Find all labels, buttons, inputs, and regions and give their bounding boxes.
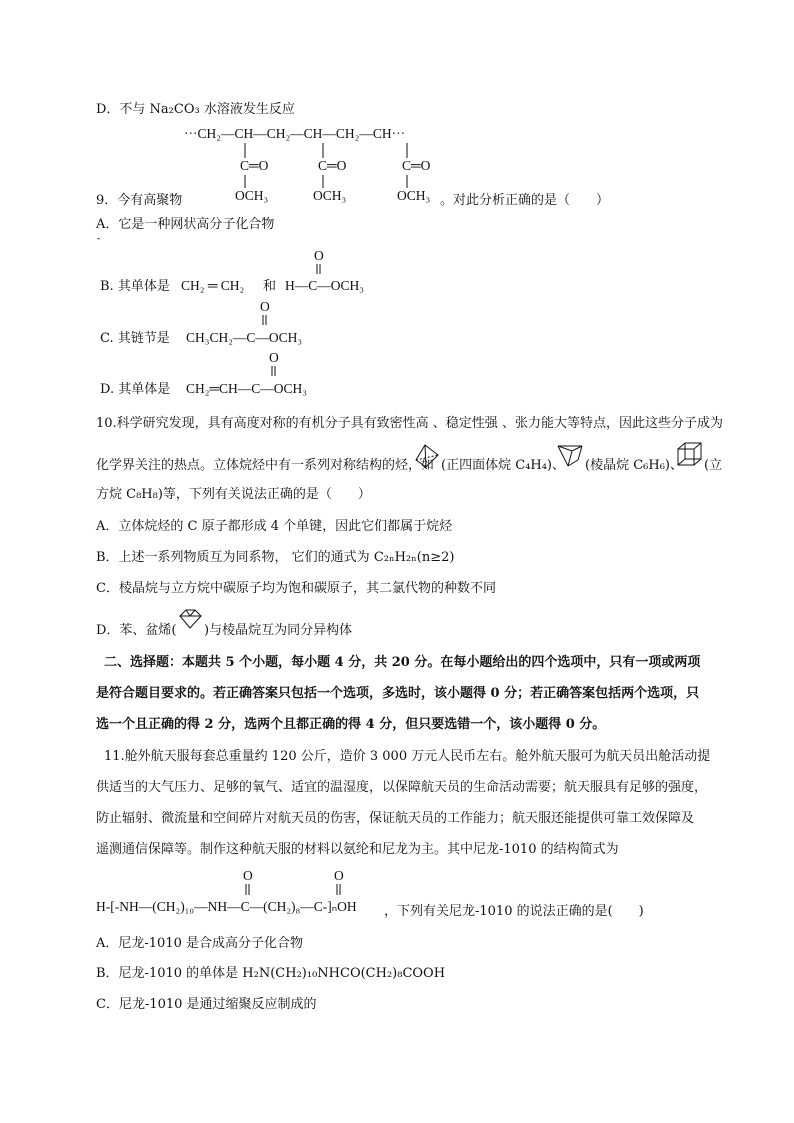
- q10-line-2b: (正四面体烷 C₄H₄)、: [441, 458, 565, 473]
- q9-option-a: A．它是一种网状高分子化合物: [96, 217, 275, 232]
- q10-option-d-b: )与棱晶烷互为同分异构体: [204, 623, 353, 638]
- q8-option-d: D．不与 Na₂CO₃ 水溶液发生反应: [96, 102, 295, 117]
- q11-line-3: 防止辐射、微流量和空间碎片对航天员的伤害，保证航天员的工作能力；航天服还能提供可靠工效保障及: [96, 811, 695, 826]
- q10-option-b: B．上述一系列物质互为同系物， 它们的通式为 C₂ₙH₂ₙ(n≥2): [96, 550, 455, 565]
- q10-line-2a: 化学界关注的热点。立体烷烃中有一系列对称结构的烃，如: [96, 458, 435, 473]
- q10-option-d-a: D．苯、盆烯(: [96, 623, 177, 638]
- q9-polymer-structure: [180, 122, 450, 206]
- q9b-oxygen: O: [314, 248, 324, 263]
- q9b-formula: H—C—OCH₃: [285, 278, 364, 293]
- q9-option-b-label: B. 其单体是: [100, 279, 170, 294]
- q9-option-b-and: 和: [263, 279, 277, 294]
- stray-mark: ˉ: [96, 238, 101, 249]
- section-2-line-2: 是符合题目要求的。若正确答案只包括一个选项，多选时，该小题得 0 分；若正确答案包括两个选项，只: [96, 686, 700, 701]
- prismane-icon: [556, 442, 584, 470]
- nylon-1010-structure: [96, 868, 396, 918]
- nylon-formula: H-[-NH—(CH₂)₁₀—NH—C—(CH₂)₈—C-]ₙOH: [96, 899, 357, 914]
- q11-option-a: A．尼龙-1010 是合成高分子化合物: [96, 936, 303, 951]
- tetrahedrane-icon: [412, 442, 440, 470]
- q9-option-b-monomer-2: [283, 248, 393, 298]
- q10-line-2c: (棱晶烷 C₆H₆)、: [585, 458, 683, 473]
- nylon-oxygen-1: O: [243, 868, 253, 883]
- q9-stem-tail: 。对此分析正确的是（ ）: [440, 193, 610, 208]
- polymer-carbonyl-2: C═O: [318, 158, 347, 173]
- q9d-formula: CH₂═CH—C—OCH₃: [186, 381, 307, 396]
- q9-stem: 9．今有高聚物: [96, 193, 183, 208]
- polymer-carbonyl-1: C═O: [240, 158, 269, 173]
- q9-option-c-structure: [184, 299, 334, 349]
- q10-option-c: C．棱晶烷与立方烷中碳原子均为饱和碳原子，其二氯代物的种数不同: [96, 581, 496, 596]
- q11-line-4: 遥测通信保障等。制作这种航天服的材料以氨纶和尼龙为主。其中尼龙-1010 的结构简式为: [96, 842, 619, 857]
- q10-line-3: 方烷 C₈H₈)等，下列有关说法正确的是（ ）: [96, 487, 371, 502]
- polymer-backbone: ···CH₂—CH—CH₂—CH—CH₂—CH···: [184, 126, 406, 141]
- q9-option-d-label: D. 其单体是: [100, 382, 171, 397]
- q10-line-2d: (立: [704, 458, 723, 473]
- q9-option-b-monomer-1: CH₂ ═ CH₂: [181, 278, 245, 293]
- q9-option-c-label: C. 其链节是: [100, 331, 170, 346]
- polymer-carbonyl-3: C═O: [402, 158, 431, 173]
- q9c-oxygen: O: [260, 299, 270, 314]
- q10-option-a: A．立体烷烃的 C 原子都形成 4 个单键，因此它们都属于烷烃: [96, 519, 453, 534]
- q11-option-b: B．尼龙-1010 的单体是 H₂N(CH₂)₁₀NHCO(CH₂)₈COOH: [96, 966, 446, 981]
- q11-option-c: C．尼龙-1010 是通过缩聚反应制成的: [96, 997, 317, 1012]
- polymer-ester-1: OCH₃: [235, 188, 269, 203]
- q9-option-d-structure: [184, 350, 344, 400]
- q11-line-1: 11.舱外航天服每套总重量约 120 公斤，造价 3 000 万元人民币左右。舱外航天服可为航天员出舱活动提: [104, 749, 711, 764]
- nylon-oxygen-2: O: [334, 868, 344, 883]
- cubane-icon: [676, 441, 704, 469]
- section-2-line-3: 选一个且正确的得 2 分，选两个且都正确的得 4 分，但只要选错一个，该小题得 0 分。: [96, 717, 606, 732]
- q9c-formula: CH₃CH₂—C—OCH₃: [186, 330, 303, 345]
- q9d-oxygen: O: [269, 350, 279, 365]
- section-2-line-1: 二、选择题：本题共 5 个小题，每小题 4 分，共 20 分。在每小题给出的四个选项中，只有一项或两项: [104, 655, 701, 670]
- q10-line-1: 10.科学研究发现，具有高度对称的有机分子具有致密性高 、稳定性强 、张力能大等特点，因此这些分子成为: [96, 416, 723, 431]
- q11-line-2: 供适当的大气压力、足够的氧气、适宜的温湿度，以保障航天员的生命活动需要；航天服具有足够的强度，: [96, 780, 708, 795]
- polymer-ester-2: OCH₃: [313, 188, 347, 203]
- benzvalene-icon: [177, 608, 203, 632]
- q11-formula-tail: ，下列有关尼龙-1010 的说法正确的是( ): [384, 904, 644, 919]
- polymer-ester-3: OCH₃: [397, 188, 431, 203]
